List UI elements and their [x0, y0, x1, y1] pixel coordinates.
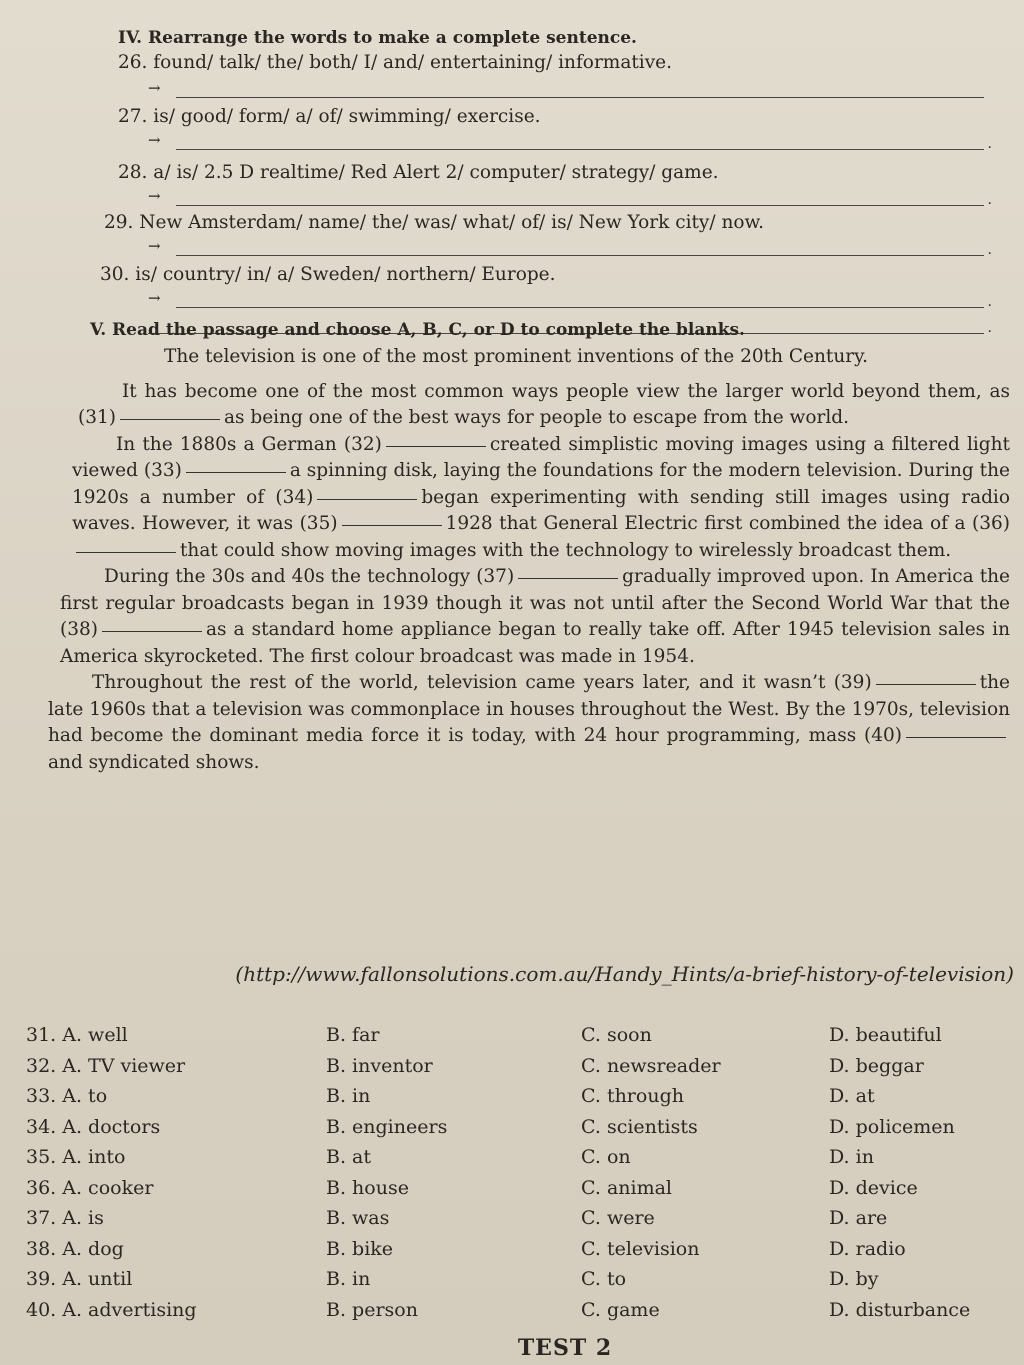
arrow-icon: →: [148, 79, 161, 97]
option-c[interactable]: C. scientists: [581, 1115, 698, 1138]
blank-36[interactable]: [76, 551, 176, 553]
option-c[interactable]: C. television: [581, 1237, 700, 1260]
option-c[interactable]: C. on: [581, 1146, 631, 1168]
question-28: 28. a/ is/ 2.5 D realtime/ Red Alert 2/ computer/ strategy/ game.: [118, 162, 719, 183]
option-d[interactable]: D. beggar: [829, 1054, 924, 1077]
option-b[interactable]: B. bike: [326, 1237, 394, 1260]
arrow-icon: →: [148, 237, 161, 255]
blank-38[interactable]: [102, 630, 202, 632]
option-b[interactable]: B. in: [326, 1268, 371, 1290]
blank-37[interactable]: [518, 577, 618, 579]
option-a[interactable]: 36. A. cooker: [26, 1176, 154, 1199]
section-iv-title: IV. Rearrange the words to make a complete sentence.: [118, 28, 637, 48]
option-a[interactable]: 38. A. dog: [26, 1237, 124, 1260]
option-a[interactable]: 39. A. until: [26, 1268, 133, 1290]
option-c[interactable]: C. were: [581, 1207, 655, 1229]
option-c[interactable]: C. animal: [581, 1176, 673, 1199]
option-b[interactable]: B. far: [326, 1024, 380, 1046]
option-a[interactable]: 40. A. advertising: [26, 1298, 197, 1321]
option-c[interactable]: C. game: [581, 1298, 660, 1321]
full-stop: .: [987, 320, 992, 336]
option-b[interactable]: B. person: [326, 1298, 418, 1321]
test-2-heading: TEST 2: [517, 1335, 613, 1361]
option-d[interactable]: D. device: [829, 1176, 918, 1199]
answer-rule: [176, 149, 984, 150]
full-stop: .: [987, 242, 992, 258]
option-c[interactable]: C. to: [581, 1268, 627, 1290]
option-b[interactable]: B. inventor: [326, 1054, 433, 1077]
option-a[interactable]: 33. A. to: [26, 1085, 108, 1107]
option-d[interactable]: D. beautiful: [829, 1024, 942, 1046]
option-d[interactable]: D. in: [829, 1146, 874, 1168]
arrow-icon: →: [148, 131, 161, 149]
option-c[interactable]: C. soon: [581, 1024, 652, 1046]
option-c[interactable]: C. newsreader: [581, 1054, 721, 1077]
option-row-33: [26, 1081, 1016, 1112]
passage-paragraph-3: In the 1880s a German (32) created simplistic moving images using a filtered light viewed (33) a spinning disk, laying the foundations for the modern television. During the 1920s a number of (34) began experimenting with sending still images using radio waves. However, it was (35) 1928 that General Electric first combined the idea of a (36)that could show moving images with the technology to wirelessly broadcast them.: [72, 433, 1010, 561]
option-row-38: [26, 1234, 1016, 1265]
passage-paragraph-4: During the 30s and 40s the technology (37) gradually improved upon. In America the first regular broadcasts began in 1939 though it was not until after the Second World War that the (38) as a standard home appliance began to really take off. After 1945 television sales in America skyrocketed. The first colour broadcast was made in 1954.: [60, 566, 1010, 667]
option-row-32: [26, 1051, 1016, 1082]
question-30: 30. is/ country/ in/ a/ Sweden/ northern/ Europe.: [100, 264, 556, 285]
passage-paragraph-1: The television is one of the most prominent inventions of the 20th Century.: [164, 346, 868, 367]
answer-line-27[interactable]: [148, 130, 992, 154]
option-d[interactable]: D. disturbance: [829, 1298, 971, 1321]
answer-line-26[interactable]: [148, 78, 984, 102]
answer-line-29[interactable]: [148, 236, 992, 260]
blank-31[interactable]: [120, 418, 220, 420]
option-row-37: [26, 1203, 1016, 1234]
option-row-31: [26, 1020, 1016, 1051]
answer-rule: [176, 307, 984, 308]
answer-options: [26, 1020, 1016, 1325]
blank-39[interactable]: [876, 683, 976, 685]
answer-line-30[interactable]: [148, 288, 992, 312]
passage-paragraph-5: Throughout the rest of the world, television came years later, and it wasn’t (39) the late 1960s that a television was commonplace in houses throughout the West. By the 1970s, television had become the dominant media force it is today, with 24 hour programming, mass (40)and syndicated shows.: [48, 672, 1010, 773]
question-26: 26. found/ talk/ the/ both/ I/ and/ entertaining/ informative.: [118, 52, 672, 73]
full-stop: .: [987, 192, 992, 208]
option-b[interactable]: B. engineers: [326, 1115, 448, 1138]
option-row-40: [26, 1295, 1016, 1326]
blank-40[interactable]: [906, 736, 1006, 738]
section-v-title: V. Read the passage and choose A, B, C, or D to complete the blanks.: [90, 320, 745, 340]
option-row-36: [26, 1173, 1016, 1204]
option-b[interactable]: B. at: [326, 1146, 372, 1168]
blank-33[interactable]: [186, 471, 286, 473]
option-d[interactable]: D. at: [829, 1085, 875, 1107]
option-a[interactable]: 34. A. doctors: [26, 1115, 161, 1138]
blank-35[interactable]: [342, 524, 442, 526]
option-a[interactable]: 37. A. is: [26, 1207, 104, 1229]
answer-line-28[interactable]: [148, 186, 992, 210]
option-a[interactable]: 35. A. into: [26, 1146, 126, 1168]
option-row-35: [26, 1142, 1016, 1173]
full-stop: .: [987, 136, 992, 152]
option-b[interactable]: B. in: [326, 1085, 371, 1107]
option-d[interactable]: D. policemen: [829, 1115, 955, 1138]
option-b[interactable]: B. house: [326, 1176, 409, 1199]
option-d[interactable]: D. radio: [829, 1237, 906, 1260]
option-a[interactable]: 31. A. well: [26, 1024, 128, 1046]
option-row-34: [26, 1112, 1016, 1143]
option-d[interactable]: D. are: [829, 1207, 888, 1229]
source-citation: (http://www.fallonsolutions.com.au/Handy_Hints/a-brief-history-of-television): [235, 962, 1014, 986]
option-d[interactable]: D. by: [829, 1268, 879, 1290]
answer-rule: [176, 205, 984, 206]
full-stop: .: [987, 294, 992, 310]
option-b[interactable]: B. was: [326, 1207, 390, 1229]
passage-paragraph-2: It has become one of the most common ways people view the larger world beyond them, as (31) as being one of the best ways for people to escape from the world.: [78, 380, 1010, 428]
blank-34[interactable]: [317, 498, 417, 500]
reading-passage: [40, 344, 1010, 776]
answer-rule: [176, 255, 984, 256]
option-c[interactable]: C. through: [581, 1085, 684, 1107]
question-27: 27. is/ good/ form/ a/ of/ swimming/ exercise.: [118, 106, 541, 127]
option-row-39: [26, 1264, 1016, 1295]
arrow-icon: →: [148, 187, 161, 205]
option-a[interactable]: 32. A. TV viewer: [26, 1054, 186, 1077]
blank-32[interactable]: [386, 445, 486, 447]
arrow-icon: →: [148, 289, 161, 307]
answer-rule: [176, 97, 984, 98]
question-29: 29. New Amsterdam/ name/ the/ was/ what/ of/ is/ New York city/ now.: [104, 212, 765, 233]
